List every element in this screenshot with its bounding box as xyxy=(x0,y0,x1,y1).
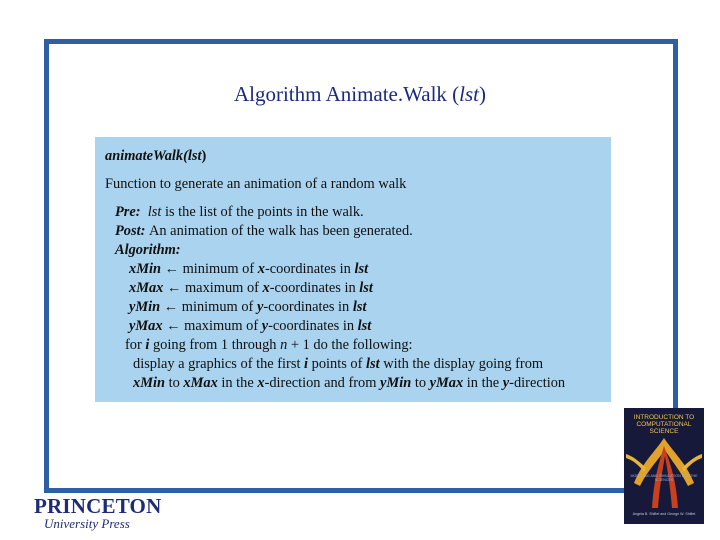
function-signature: animateWalk(lst) xyxy=(105,148,207,164)
step-xmin: xMin ← minimum of x-coordinates in lst xyxy=(129,261,369,277)
book-title: INTRODUCTION TO COMPUTATIONAL SCIENCE xyxy=(633,414,695,435)
step-xmax: xMax ← maximum of x-coordinates in lst xyxy=(129,280,373,296)
precondition: Pre: lst is the list of the points in the walk. xyxy=(115,204,364,220)
algorithm-label: Algorithm: xyxy=(115,242,181,258)
book-cover xyxy=(624,408,704,524)
book-authors: Angela B. Shiflet and George W. Shiflet xyxy=(632,512,696,516)
step-ymin: yMin ← minimum of y-coordinates in lst xyxy=(129,299,367,315)
step-ymax: yMax ← maximum of y-coordinates in lst xyxy=(129,318,372,334)
publisher-subtitle: University Press xyxy=(44,516,130,531)
title-prefix: Algorithm Animate.Walk ( xyxy=(233,82,460,106)
publisher-logo xyxy=(34,496,161,531)
function-description: Function to generate an animation of a random walk xyxy=(105,176,407,192)
book-subtitle: MODELING AND SIMULATION FOR THE SCIENCES xyxy=(630,474,698,482)
publisher-name: PRINCETON xyxy=(34,494,162,518)
postcondition: Post: An animation of the walk has been generated. xyxy=(115,223,413,239)
display-line: display a graphics of the first i points of lst with the display going from xyxy=(133,356,544,372)
range-line: xMin to xMax in the x-direction and from yMin to yMax in the y-direction xyxy=(133,375,566,391)
title-suffix: ) xyxy=(479,82,487,106)
algorithm-box xyxy=(95,137,611,402)
slide-title xyxy=(0,82,720,107)
loop-line: for i going from 1 through n + 1 do the following: xyxy=(125,337,413,353)
title-param: lst xyxy=(459,82,480,106)
